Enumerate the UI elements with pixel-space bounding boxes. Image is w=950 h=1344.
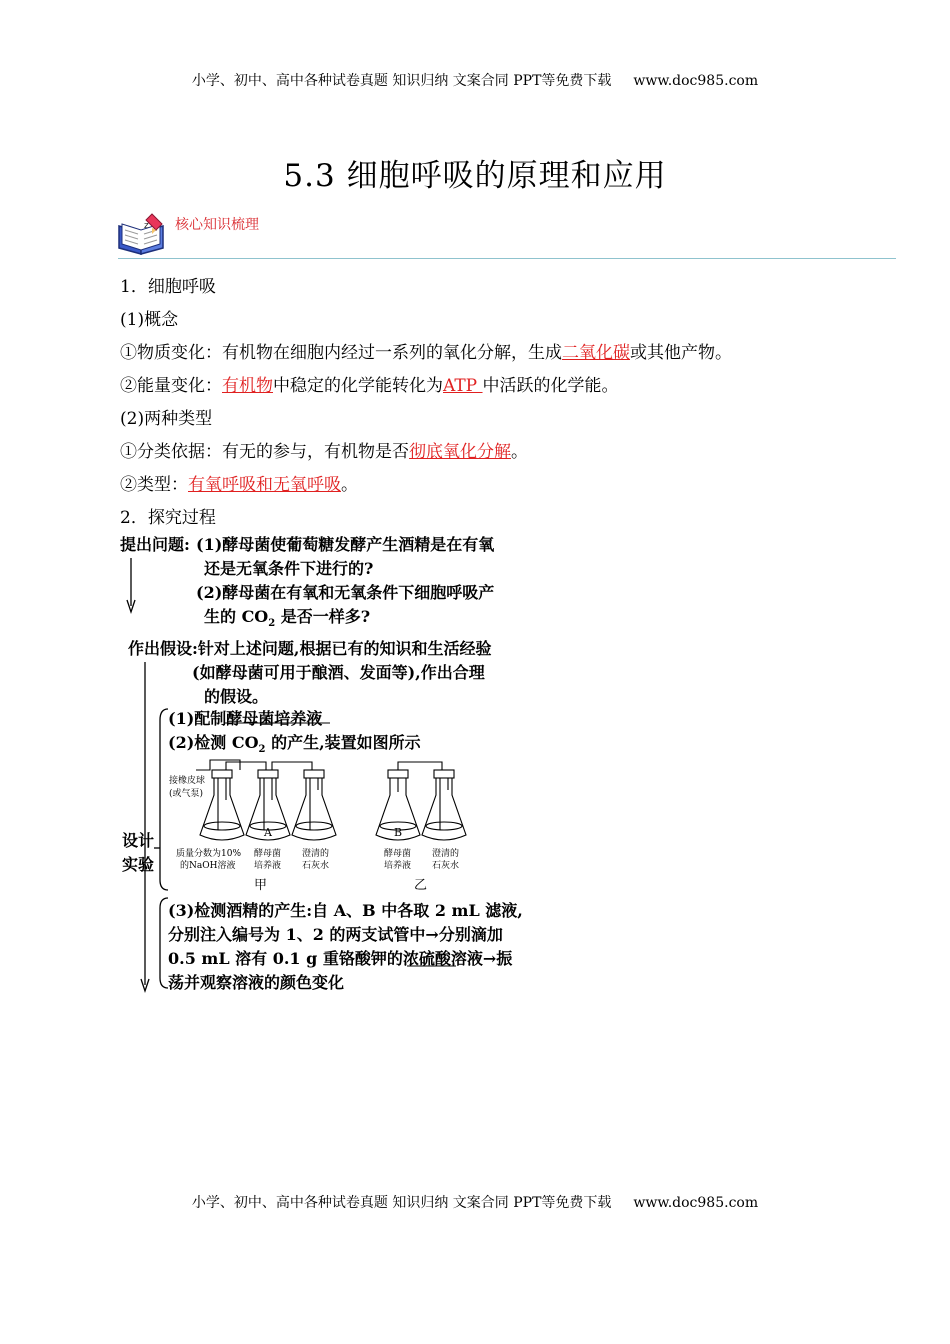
footer-text: 小学、初中、高中各种试卷真题 知识归纳 文案合同 PPT等免费下载: [191, 1195, 612, 1211]
hypothesis-3: 的假设。: [204, 687, 269, 706]
question-label: 提出问题:: [120, 535, 190, 554]
heading-cell-respiration: 1．细胞呼吸: [120, 277, 216, 297]
pump-label-1: 接橡皮球: [169, 776, 206, 786]
answer-organic: 有机物: [222, 376, 273, 396]
caption-yeast-b-1: 酵母菌: [384, 849, 412, 859]
line-types: ②类型：有氧呼吸和无氧呼吸。: [120, 475, 358, 495]
answer-atp: ATP: [443, 376, 483, 396]
caption-yeast-b-2: 培养液: [384, 861, 412, 871]
question-2a: (2)酵母菌在有氧和无氧条件下细胞呼吸产: [196, 583, 495, 602]
caption-naoh-1: 质量分数为10%: [176, 849, 242, 859]
step-2: (2)检测 $CO_2$ 的产生,装置如图所示: [168, 733, 421, 756]
caption-lime-b-1: 澄清的: [432, 849, 460, 859]
hypothesis-1: 作出假设:针对上述问题,根据已有的知识和生活经验: [128, 639, 492, 658]
flask-a-label: A: [264, 826, 272, 839]
line-material-change: ①物质变化：有机物在细胞内经过一系列的氧化分解，生成二氧化碳或其他产物。: [120, 343, 732, 363]
heading-two-types: (2)两种类型: [120, 409, 213, 429]
flask-b-label: B: [394, 826, 403, 839]
section-label: 核心知识梳理: [175, 217, 259, 233]
step-1: (1)配制酵母菌培养液: [168, 709, 323, 728]
design-label-1: 设计: [122, 831, 155, 850]
line-energy-change: ②能量变化：有机物中稳定的化学能转化为ATP 中活跃的化学能。: [120, 376, 619, 396]
apparatus-yi: [376, 762, 466, 840]
header-site: www.doc985.com: [633, 73, 759, 89]
page-title: 5.3 细胞呼吸的原理和应用: [283, 158, 667, 194]
setup-jia-label: 甲: [254, 878, 268, 893]
step-3-line-4: 荡并观察溶液的颜色变化: [168, 973, 345, 992]
caption-yeast-a-1: 酵母菌: [254, 849, 282, 859]
step-3-line-2: 分别注入编号为 1、2 的两支试管中→分别滴加: [168, 925, 503, 944]
footer-site: www.doc985.com: [633, 1195, 759, 1211]
caption-lime-b-2: 石灰水: [432, 861, 460, 871]
answer-oxidation: 彻底氧化分解: [409, 442, 511, 462]
line-basis: ①分类依据：有无的参与，有机物是否彻底氧化分解。: [120, 442, 528, 462]
answer-types: 有氧呼吸和无氧呼吸: [188, 475, 341, 495]
heading-process: 2．探究过程: [120, 508, 216, 528]
step-3-line-3: 0.5 mL 溶有 0.1 g 重铬酸钾的浓硫酸溶液→振: [168, 949, 513, 968]
header-text: 小学、初中、高中各种试卷真题 知识归纳 文案合同 PPT等免费下载: [191, 73, 612, 89]
caption-naoh-2: 的NaOH溶液: [180, 861, 236, 871]
design-label-2: 实验: [122, 855, 155, 874]
hypothesis-2: (如酵母菌可用于酿酒、发面等),作出合理: [192, 663, 485, 682]
svg-text:z: z: [144, 221, 149, 231]
caption-lime-2: 石灰水: [302, 861, 330, 871]
question-1a: (1)酵母菌使葡萄糖发酵产生酒精是在有氧: [196, 535, 495, 554]
caption-lime-1: 澄清的: [302, 849, 330, 859]
answer-co2: 二氧化碳: [562, 343, 630, 363]
caption-yeast-a-2: 培养液: [254, 861, 282, 871]
question-2b: 生的 $CO_2$ 是否一样多?: [204, 607, 371, 630]
setup-yi-label: 乙: [414, 878, 428, 893]
question-1b: 还是无氧条件下进行的?: [204, 559, 374, 578]
page-footer: [0, 1192, 950, 1212]
step-3-line-1: (3)检测酒精的产生:自 A、B 中各取 2 mL 滤液,: [168, 901, 523, 920]
heading-concept: (1)概念: [120, 310, 179, 330]
pump-label-2: (或气泵): [169, 789, 204, 799]
